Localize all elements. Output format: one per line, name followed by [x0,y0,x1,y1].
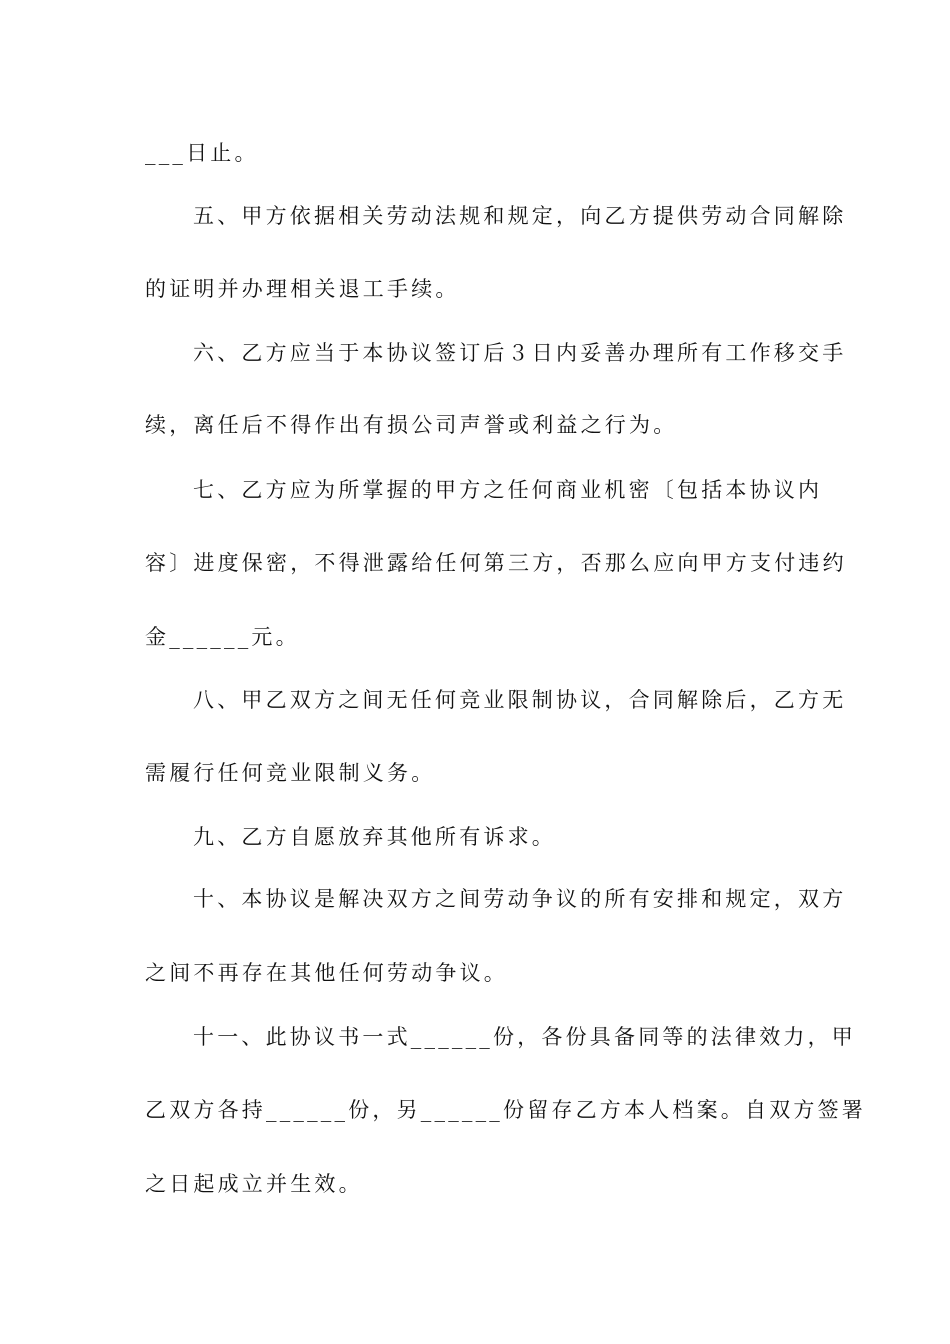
clause-6-line-1: 六、乙方应当于本协议签订后３日内妥善办理所有工作移交手 [193,341,847,365]
clause-8-line-2: 需履行任何竞业限制义务。 [145,761,436,785]
clause-10-line-2: 之间不再存在其他任何劳动争议。 [145,961,508,985]
clause-7-line-2: 容〕进度保密，不得泄露给任何第三方，否那么应向甲方支付违约 [145,551,847,575]
clause-10-line-1: 十、本协议是解决双方之间劳动争议的所有安排和规定，双方 [193,887,847,911]
clause-11-line-1: 十一、此协议书一式______份，各份具备同等的法律效力，甲 [193,1025,856,1049]
clause-6-line-2: 续，离任后不得作出有损公司声誉或利益之行为。 [145,413,678,437]
text-line-1: ___日止。 [145,141,259,165]
clause-5-line-1: 五、甲方依据相关劳动法规和规定，向乙方提供劳动合同解除 [193,204,847,228]
clause-11-line-3: 之日起成立并生效。 [145,1172,363,1196]
clause-9-line-1: 九、乙方自愿放弃其他所有诉求。 [193,825,556,849]
clause-7-line-3: 金______元。 [145,625,300,649]
clause-5-line-2: 的证明并办理相关退工手续。 [145,277,460,301]
clause-8-line-1: 八、甲乙双方之间无任何竞业限制协议，合同解除后，乙方无 [193,688,847,712]
clause-11-line-2: 乙双方各持______份，另______份留存乙方本人档案。自双方签署 [145,1098,866,1122]
clause-7-line-1: 七、乙方应为所掌握的甲方之任何商业机密〔包括本协议内 [193,478,823,502]
